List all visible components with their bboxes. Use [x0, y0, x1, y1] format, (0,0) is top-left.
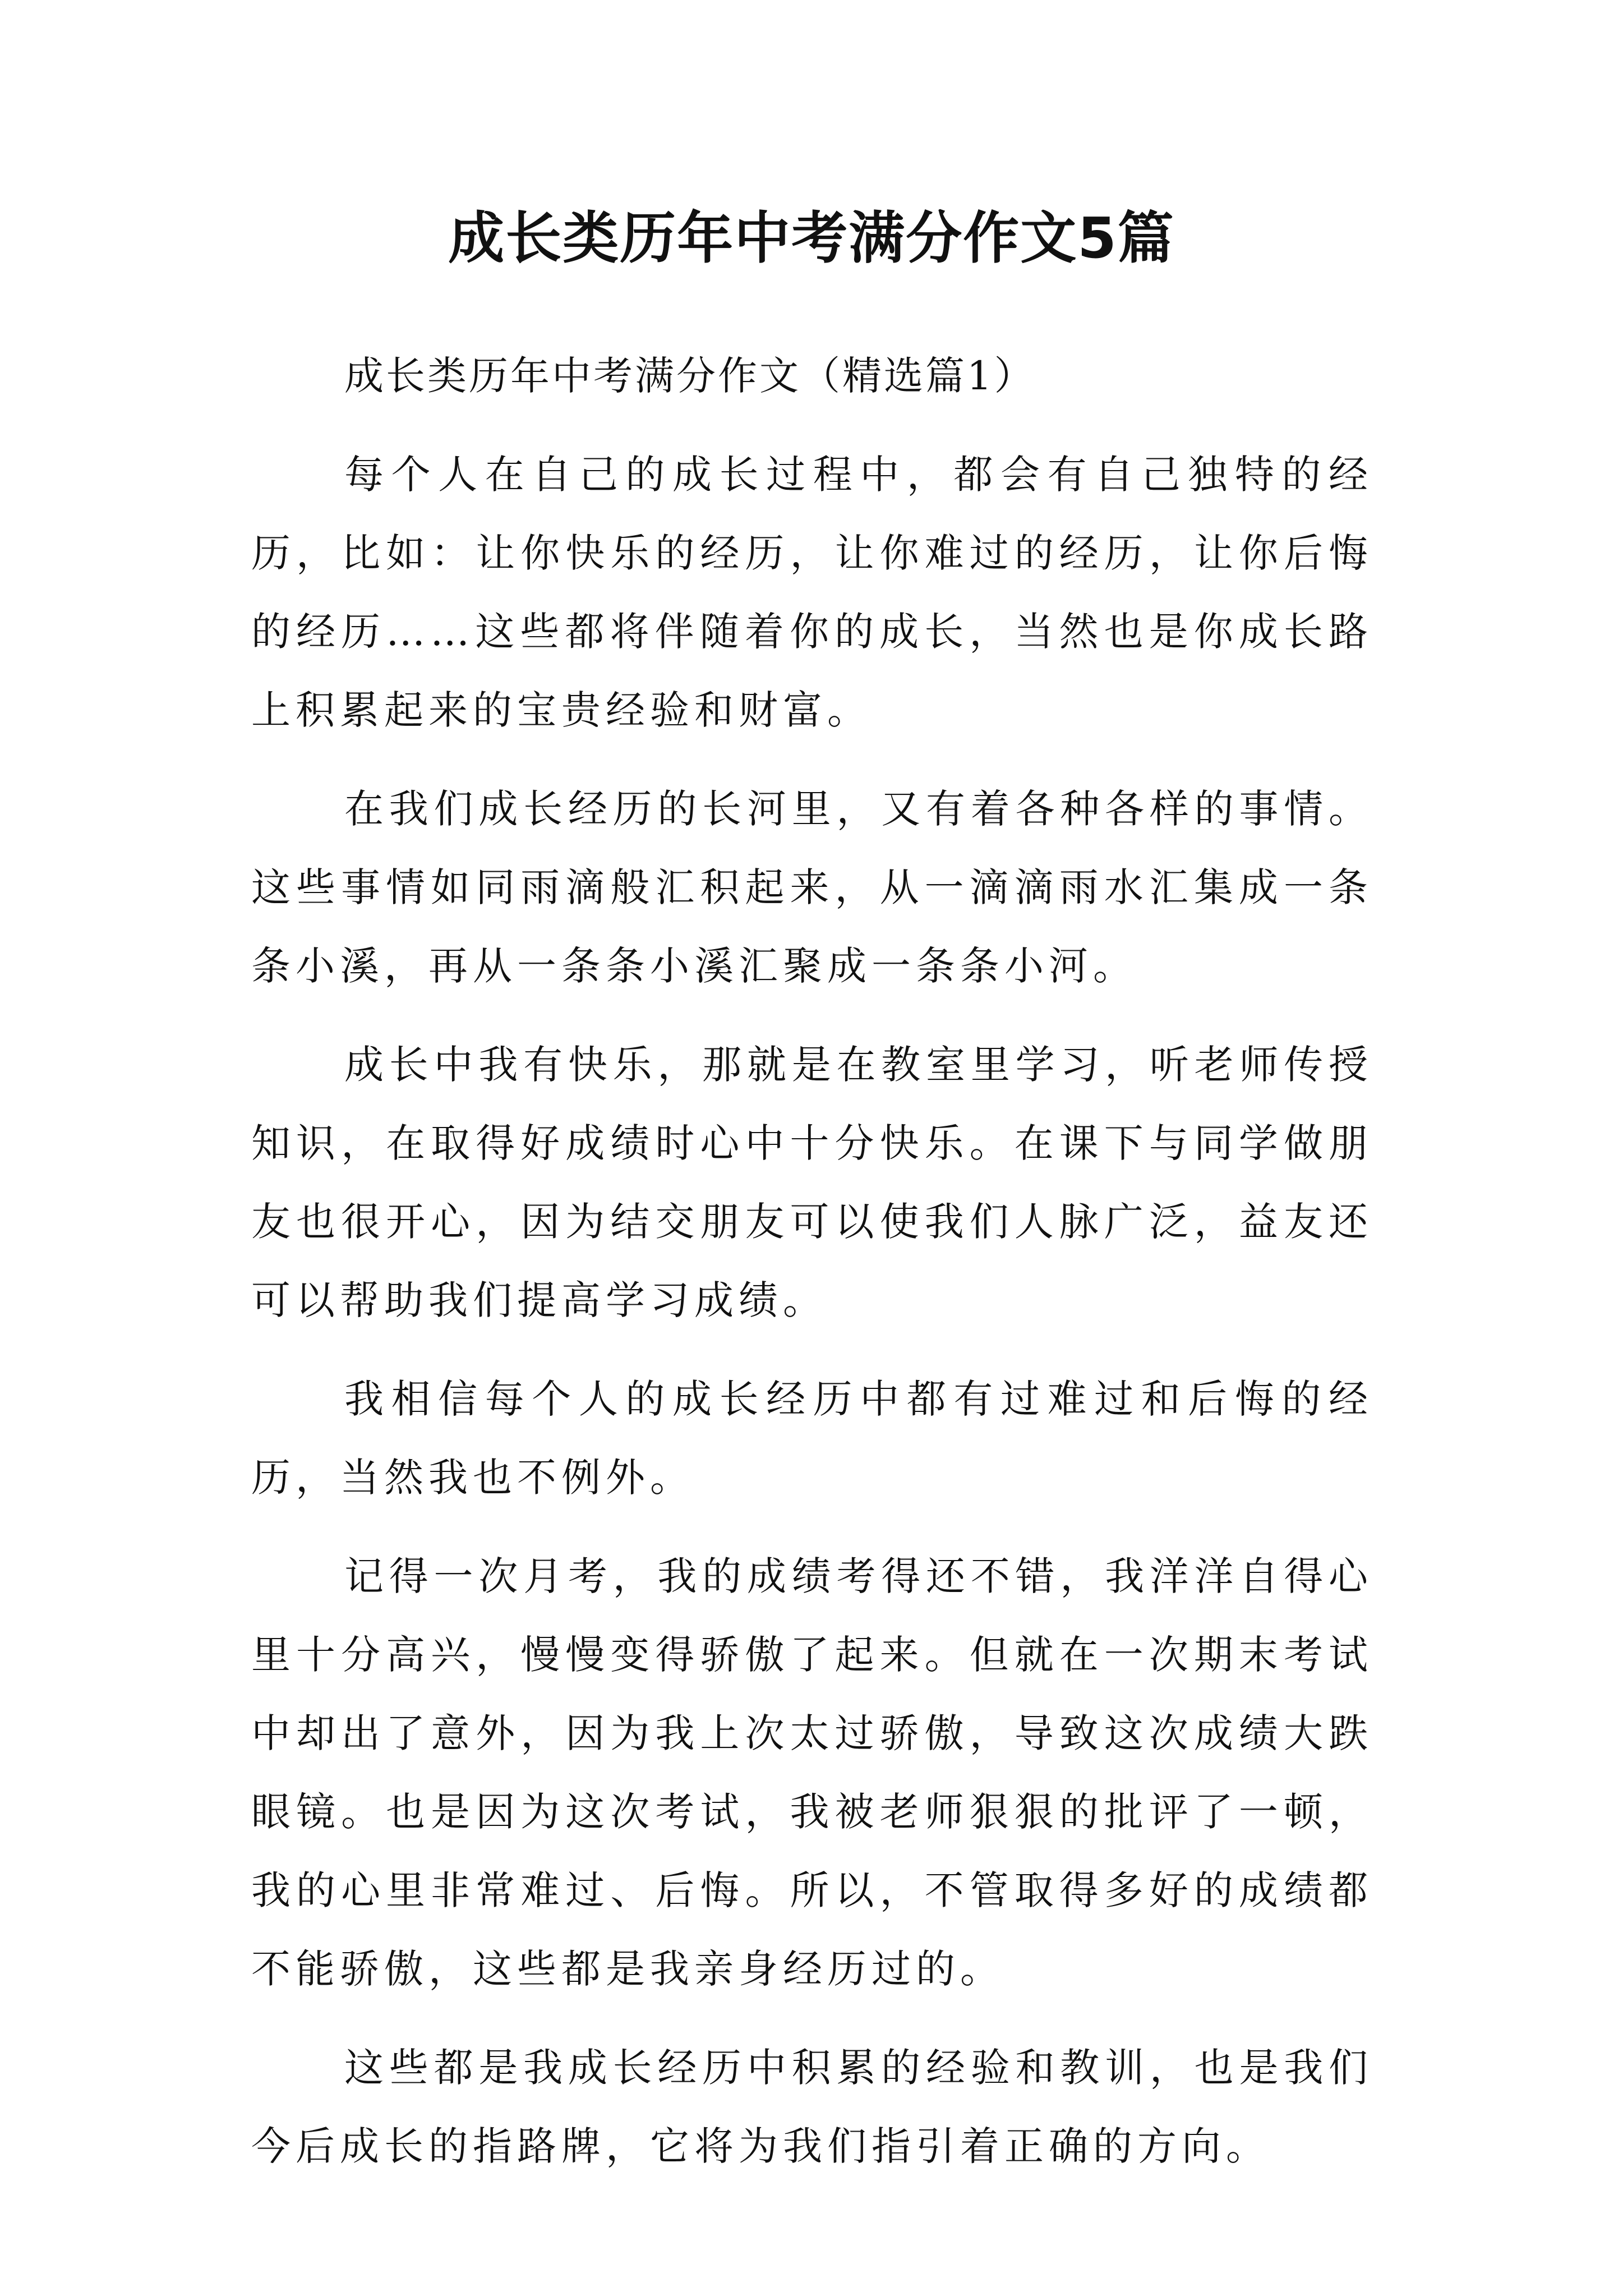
paragraph-1: 每个人在自己的成长过程中，都会有自己独特的经历，比如：让你快乐的经历，让你难过的经历，让你后悔的经历……这些都将伴随着你的成长，当然也是你成长路上积累起来的宝贵经验和财富。	[251, 452, 1373, 733]
paragraph-2: 在我们成长经历的长河里，又有着各种各样的事情。这些事情如同雨滴般汇积起来，从一滴滴雨水汇集成一条条小溪，再从一条条小溪汇聚成一条条小河。	[251, 786, 1373, 989]
paragraph-4: 我相信每个人的成长经历中都有过难过和后悔的经历，当然我也不例外。	[251, 1376, 1373, 1501]
paragraph-6: 这些都是我成长经历中积累的经验和教训，也是我们今后成长的指路牌，它将为我们指引着正确的方向。	[251, 2045, 1373, 2169]
document-body	[251, 337, 1373, 2206]
paragraph-5: 记得一次月考，我的成绩考得还不错，我洋洋自得心里十分高兴，慢慢变得骄傲了起来。但就在一次期末考试中却出了意外，因为我上次太过骄傲，导致这次成绩大跌眼镜。也是因为这次考试，我被老师狠狠的批评了一顿，我的心里非常难过、后悔。所以，不管取得多好的成绩都不能骄傲，这些都是我亲身经历过的。	[251, 1553, 1373, 1992]
paragraph-3: 成长中我有快乐，那就是在教室里学习，听老师传授知识，在取得好成绩时心中十分快乐。在课下与同学做朋友也很开心，因为结交朋友可以使我们人脉广泛，益友还可以帮助我们提高学习成绩。	[251, 1042, 1373, 1323]
essay-subheading: 成长类历年中考满分作文（精选篇1）	[344, 353, 1036, 399]
document-title: 成长类历年中考满分作文5篇	[448, 205, 1175, 271]
